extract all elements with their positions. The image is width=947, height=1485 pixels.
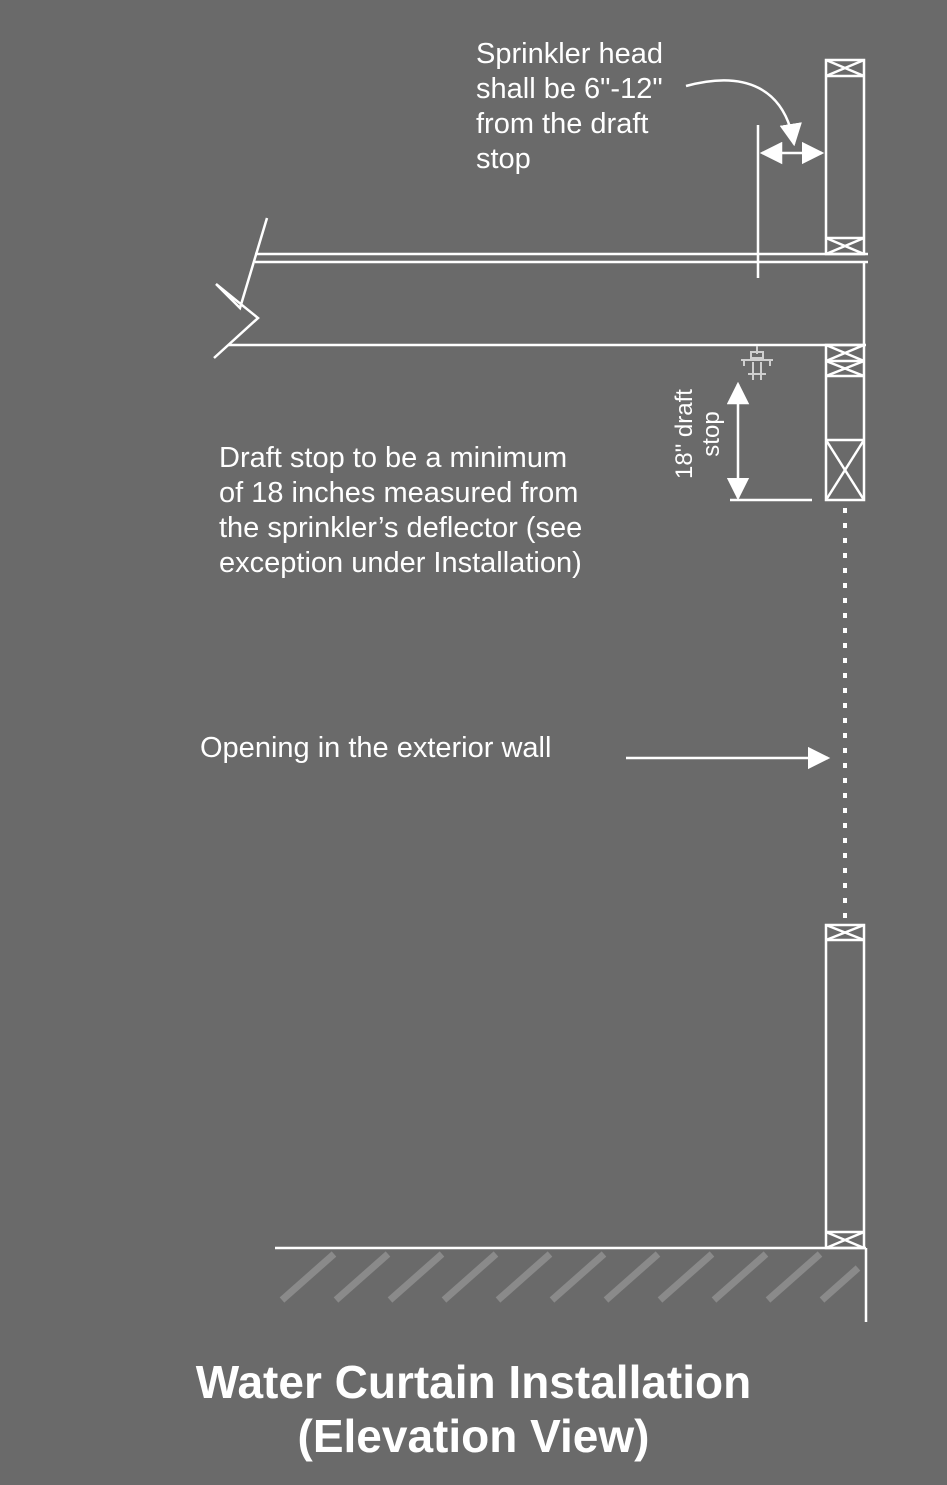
sprinkler-head-icon — [741, 346, 773, 380]
dimension-label-line: stop — [698, 411, 725, 457]
sprinkler-head-note-line: from the draft — [476, 108, 649, 140]
title-line-2: (Elevation View) — [297, 1410, 650, 1462]
ground-hatching — [282, 1254, 858, 1300]
leader-arrow-curved — [686, 80, 794, 144]
draft-stop-note-line: Draft stop to be a minimum — [219, 442, 568, 474]
ceiling-slab — [228, 254, 868, 345]
sprinkler-head-note-line: Sprinkler head — [476, 38, 663, 70]
draft-stop-note-line: exception under Installation) — [219, 547, 582, 579]
draft-stop-note-line: of 18 inches measured from — [219, 477, 579, 509]
sprinkler-head-note — [476, 37, 663, 177]
draft-stop-dimension-label — [671, 384, 725, 484]
upper-wall — [826, 60, 864, 254]
sprinkler-head-note-line: stop — [476, 143, 531, 175]
draft-stop-note-line: the sprinkler’s deflector (see — [219, 512, 583, 544]
lower-wall — [826, 925, 864, 1248]
dimension-label-line: 18" draft — [671, 389, 698, 479]
sprinkler-head-note-line: shall be 6"-12" — [476, 73, 663, 105]
draft-stop-dimension — [730, 384, 812, 500]
diagram-title — [0, 1355, 947, 1463]
draft-stop — [826, 345, 864, 500]
break-line — [214, 218, 267, 358]
opening-note: Opening in the exterior wall — [200, 732, 552, 764]
draft-stop-note — [219, 441, 582, 581]
title-line-1: Water Curtain Installation — [195, 1356, 752, 1408]
